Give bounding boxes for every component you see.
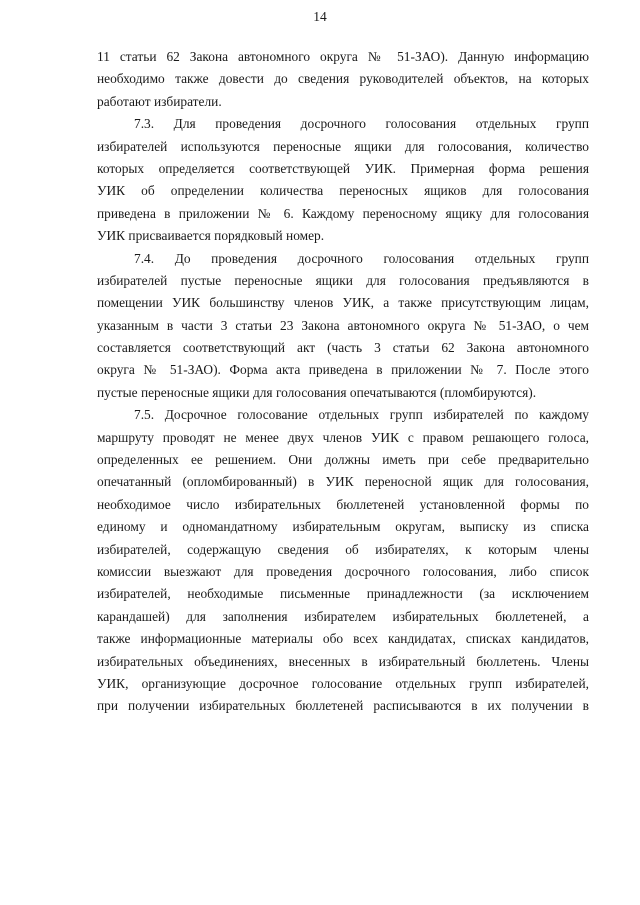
text-line: приведена в приложении № 6. Каждому переносному ящику для голосования [97,205,589,221]
text-line: определенных ее решением. Они должны иметь при себе предварительно [97,452,589,468]
text-line: необходимое число избирательных бюллетеней установленной формы по [97,496,589,512]
text-line: также информационные материалы обо всех кандидатах, списках кандидатов, [97,631,589,647]
text-line: помещении УИК большинству членов УИК, а также присутствующим лицам, [97,295,589,311]
text-line: комиссии выезжают для проведения досрочного голосования, либо список [97,563,589,579]
text-line: необходимо также довести до сведения руководителей объектов, на которых [97,71,589,87]
text-line: УИК об определении количества переносных ящиков для голосования [97,183,589,199]
text-line: избирателей, содержащую сведения об избирателях, к которым члены [97,541,589,557]
text-line: работают избиратели. [97,93,222,109]
text-line: УИК, организующие досрочное голосование отдельных групп избирателей, [97,675,589,691]
text-line: указанным в части 3 статьи 23 Закона автономного округа № 51-ЗАО, о чем [97,317,589,333]
body-text [97,46,589,718]
text-line: опечатанный (опломбированный) в УИК переносной ящик для голосования, [97,474,589,490]
text-line: округа № 51-ЗАО). Форма акта приведена в приложении № 7. После этого [97,362,589,378]
text-line: 7.4. До проведения досрочного голосования отдельных групп [134,250,589,266]
page-number: 14 [313,9,327,24]
text-line: при получении избирательных бюллетеней расписываются в их получении в [97,698,589,714]
text-line: УИК присваивается порядковый номер. [97,228,325,244]
text-line: маршруту проводят не менее двух членов УИК с правом решающего голоса, [97,429,589,445]
text-line: 7.3. Для проведения досрочного голосования отдельных групп [134,116,589,132]
text-line: карандашей) для заполнения избирателем избирательных бюллетеней, а [97,608,589,624]
text-line: пустые переносные ящики для голосования опечатываются (пломбируются). [97,384,537,400]
text-line: 7.5. Досрочное голосование отдельных групп избирателей по каждому [134,407,589,423]
text-line: избирательных объединениях, внесенных в избирательный бюллетень. Члены [97,653,589,669]
text-line: 11 статьи 62 Закона автономного округа № 51-ЗАО). Данную информацию [97,49,589,64]
text-line: избирателей используются переносные ящики для голосования, количество [97,138,589,154]
text-line: избирателей пустые переносные ящики для голосования предъявляются в [97,272,589,288]
text-line: избирателей, необходимые письменные принадлежности (за исключением [97,586,589,602]
text-line: которых определяется соответствующей УИК. Примерная форма решения [97,160,589,176]
text-line: единому и одномандатному избирательным округам, выписку из списка [97,519,589,535]
text-line: составляется соответствующий акт (часть 3 статьи 62 Закона автономного [97,340,589,356]
